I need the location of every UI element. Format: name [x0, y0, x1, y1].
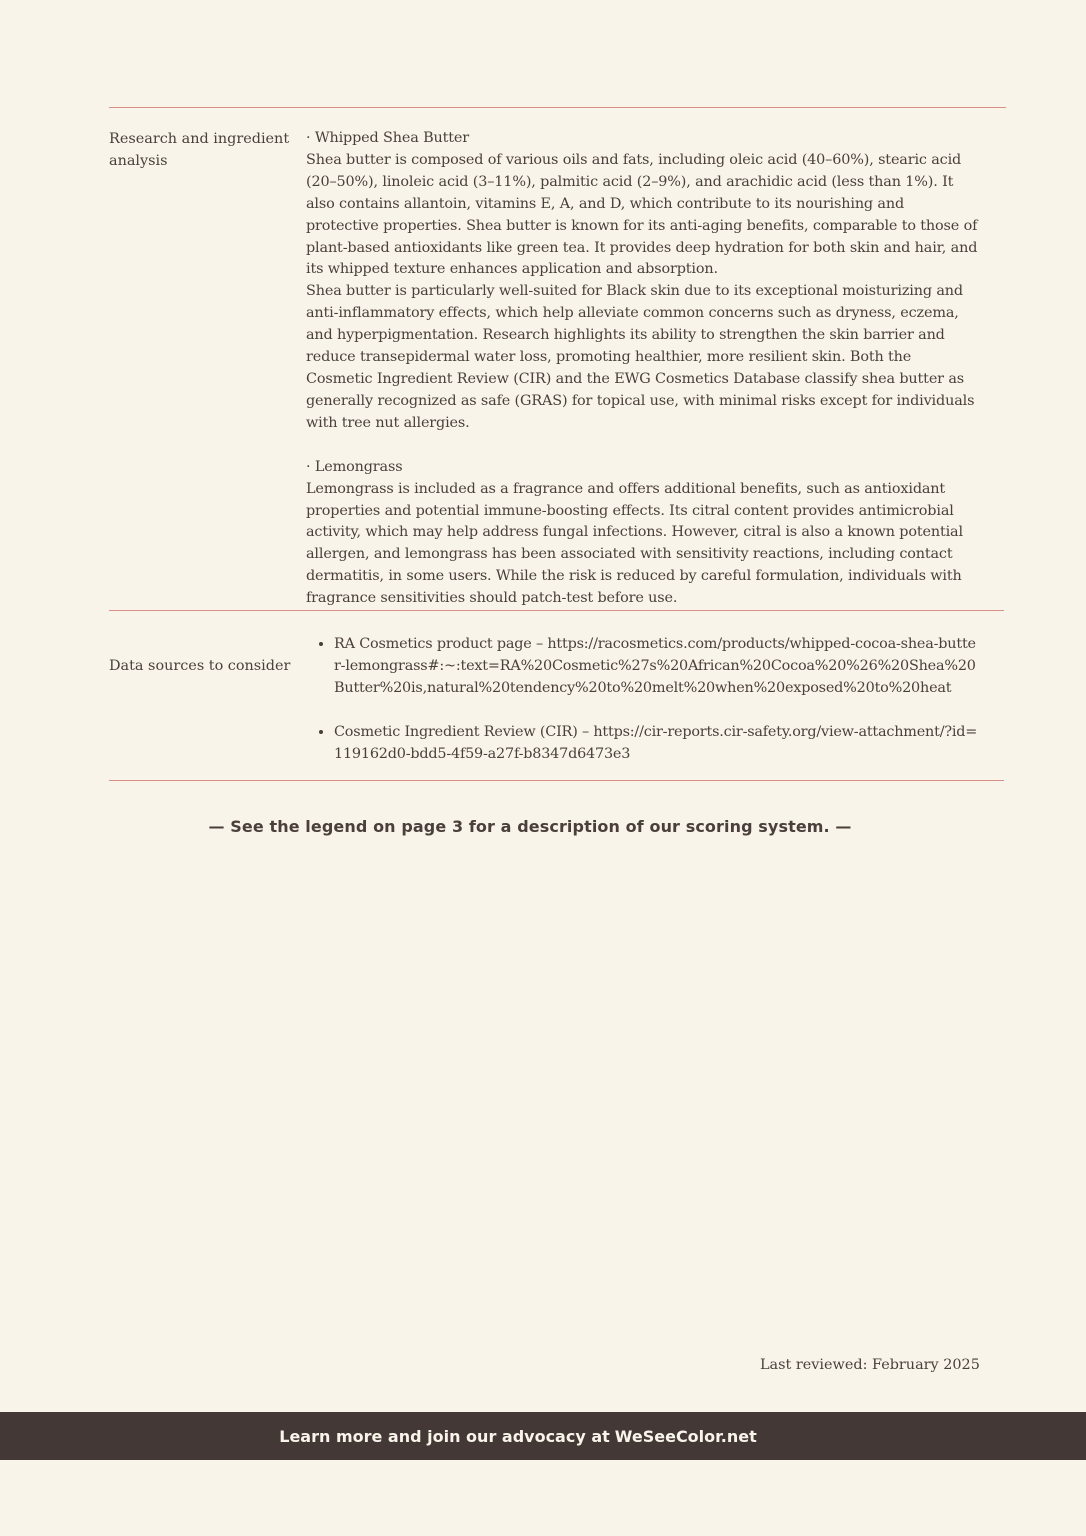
footer-site-link[interactable]: WeSeeColor.net [614, 1426, 757, 1446]
footer-prompt: Learn more and join our advocacy at [279, 1426, 610, 1446]
research-row [109, 128, 979, 610]
sources-label: Data sources to consider [109, 658, 291, 674]
sources-row [109, 634, 979, 766]
source-item-cir[interactable]: • Cosmetic Ingredient Review (CIR) – https://cir-reports.cir-safety.org/view-attachment/?id=119162d0-bdd5-4f59-a27f-b8347d6473e3 [334, 722, 979, 766]
lemongrass-heading: · Lemongrass [306, 458, 403, 475]
sources-list [306, 634, 979, 766]
shea-paragraph-2: Shea butter is particularly well-suited for Black skin due to its exceptional moisturizing and anti-inflammatory effects, which help alleviate common concerns such as dryness, eczema, and hyperpigmentation. Research highlights its ability to strengthen the skin barrier and reduce transepidermal water loss, promoting healthier, more resilient skin. Both the Cosmetic Ingredient Review (CIR) and the EWG Cosmetics Database classify shea butter as generally recognized as safe (GRAS) for topical use, with minimal risks except for individuals with tree nut allergies. [306, 283, 975, 431]
shea-heading: · Whipped Shea Butter [306, 130, 469, 146]
footer-text [279, 1427, 756, 1446]
legend-note: — See the legend on page 3 for a description of our scoring system. — [208, 817, 852, 836]
source-item-ra-cosmetics[interactable]: • RA Cosmetics product page – https://racosmetics.com/products/whipped-cocoa-shea-butter-lemongrass#:~:text=RA%20Cosmetic%27s%20African%20Cocoa%20%26%20Shea%20Butter%20is,natural%20tendency%20to%20melt%20when%20exposed%20to%20heat [334, 634, 979, 700]
research-content [306, 128, 979, 610]
shea-paragraph-1: Shea butter is composed of various oils and fats, including oleic acid (40–60%), stearic acid (20–50%), linoleic acid (3–11%), palmitic acid (2–9%), and arachidic acid (less than 1%). It also contains allantoin, vitamins E, A, and D, which contribute to its nourishing and protective properties. Shea butter is known for its anti-aging benefits, comparable to those of plant-based antioxidants like green tea. It provides deep hydration for both skin and hair, and its whipped texture enhances application and absorption. [306, 151, 978, 278]
bottom-divider [109, 780, 1004, 781]
middle-divider [109, 610, 1004, 611]
last-reviewed: Last reviewed: February 2025 [760, 1357, 980, 1373]
sources-content [306, 634, 979, 766]
top-divider [109, 107, 1006, 108]
lemongrass-paragraph: Lemongrass is included as a fragrance and offers additional benefits, such as antioxidant properties and potential immune-boosting effects. Its citral content provides antimicrobial activity, which may help address fungal infections. However, citral is also a known potential allergen, and lemongrass has been associated with sensitivity reactions, including contact dermatitis, in some users. While the risk is reduced by careful formulation, individuals with fragrance sensitivities should patch-test before use. [306, 480, 963, 607]
footer-banner [0, 1412, 1086, 1460]
research-label: Research and ingredient analysis [109, 131, 290, 169]
